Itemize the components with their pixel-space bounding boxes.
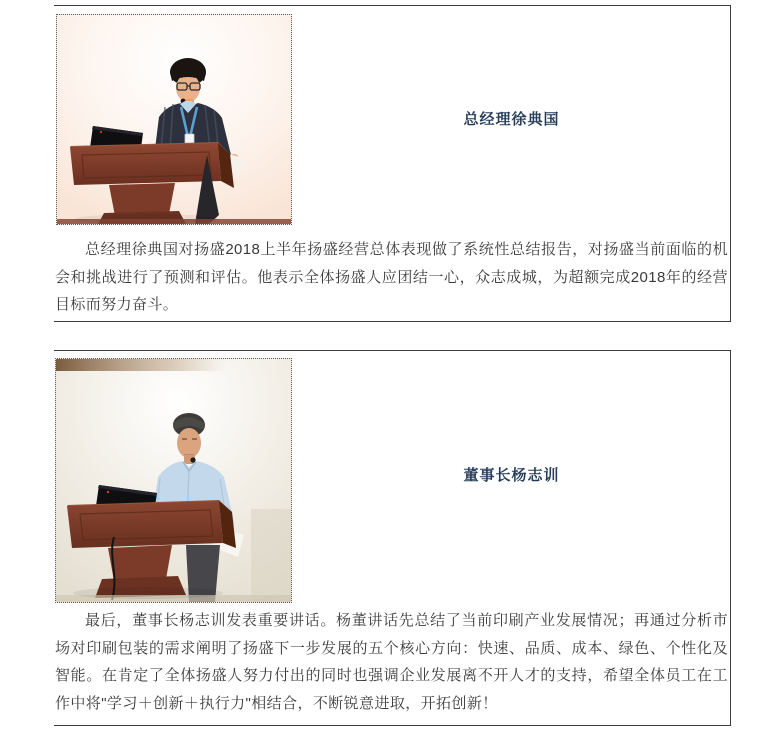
paragraph-chairman: 最后，董事长杨志训发表重要讲话。杨董讲话先总结了当前印刷产业发展情况；再通过分析市场对印刷包装的需求阐明了扬盛下一步发展的五个核心方向：快速、品质、成本、绿色、个性化及智能。在肯定了全体扬盛人努力付出的同时也强调企业发展离不开人才的支持，希望全体员工在工作中将"学习＋创新＋执行力"相结合，不断锐意进取，开拓创新！ [55,612,728,712]
photo-chairman-illustration [56,359,291,602]
section-box-general-manager [54,5,731,322]
photo-general-manager [56,14,292,225]
caption-chairman: 董事长杨志训 [463,467,560,484]
section-box-chairman [54,350,731,726]
photo-chairman [55,358,292,603]
caption-general-manager: 总经理徐典国 [463,111,560,128]
photo-general-manager-illustration [57,15,291,224]
paragraph-general-manager: 总经理徐典国对扬盛2018上半年扬盛经营总体表现做了系统性总结报告，对扬盛当前面临的机会和挑战进行了预测和评估。他表示全体扬盛人应团结一心，众志成城，为超额完成2018年的经营目标而努力奋斗。 [55,241,728,313]
